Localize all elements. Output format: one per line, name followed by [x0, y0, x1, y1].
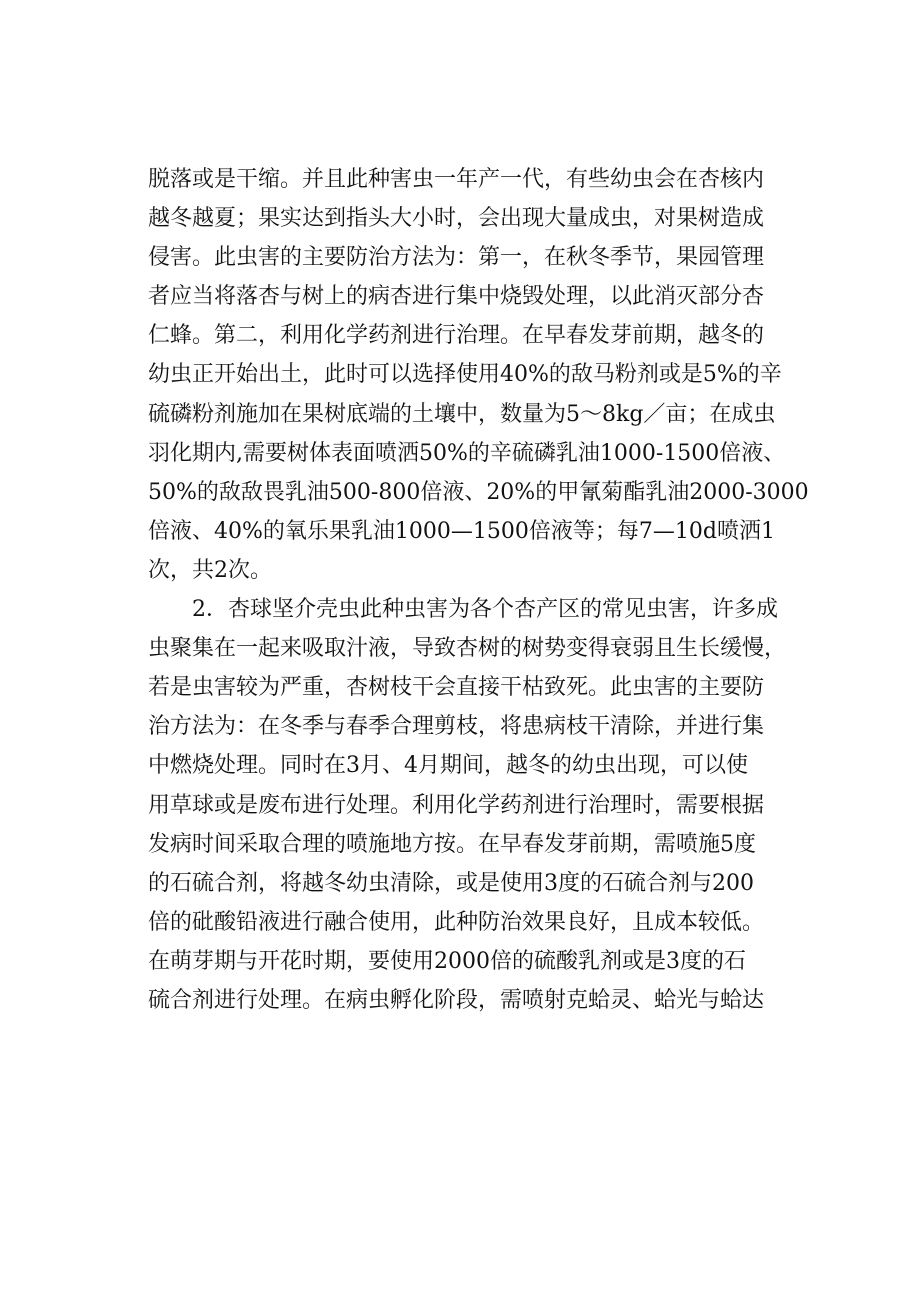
- paragraph-2: [148, 590, 808, 1020]
- text-line: 倍液、40%的氧乐果乳油1000—1500倍液等；每7—10d喷洒1: [148, 518, 775, 544]
- text-line: 若是虫害较为严重，杏树枝干会直接干枯致死。此虫害的主要防: [148, 675, 765, 701]
- text-line: 仁蜂。第二，利用化学药剂进行治理。在早春发芽前期，越冬的: [148, 323, 765, 349]
- text-line: 硫合剂进行处理。在病虫孵化阶段，需喷射克蛤灵、蛤光与蛤达: [148, 987, 765, 1013]
- text-line: 越冬越夏；果实达到指头大小时，会出现大量成虫，对果树造成: [148, 206, 765, 232]
- text-line: 侵害。此虫害的主要防治方法为：第一，在秋冬季节，果园管理: [148, 245, 765, 271]
- paragraph-1: [148, 160, 808, 590]
- text-line: 硫磷粉剂施加在果树底端的土壤中，数量为5～8kg／亩；在成虫: [148, 401, 776, 427]
- text-line: 次，共2次。: [148, 557, 272, 583]
- text-line: 发病时间采取合理的喷施地方按。在早春发芽前期，需喷施5度: [148, 831, 756, 857]
- body-text: [148, 160, 808, 1020]
- text-line: 在萌芽期与开花时期，要使用2000倍的硫酸乳剂或是3度的石: [148, 948, 746, 974]
- text-line: 羽化期内,需要树体表面喷洒50%的辛硫磷乳油1000-1500倍液、: [148, 440, 786, 466]
- text-line-first: 2．杏球坚介壳虫此种虫害为各个杏产区的常见虫害，许多成: [192, 597, 778, 623]
- text-line: 治方法为：在冬季与春季合理剪枝，将患病枝干清除，并进行集: [148, 714, 765, 740]
- text-line: 脱落或是干缩。并且此种害虫一年产一代，有些幼虫会在杏核内: [148, 167, 765, 192]
- text-line: 的石硫合剂，将越冬幼虫清除，或是使用3度的石硫合剂与200: [148, 870, 754, 896]
- text-line: 用草球或是废布进行处理。利用化学药剂进行治理时，需要根据: [148, 792, 765, 818]
- text-line: 中燃烧处理。同时在3月、4月期间，越冬的幼虫出现，可以使: [148, 753, 748, 779]
- text-line: 虫聚集在一起来吸取汁液，导致杏树的树势变得衰弱且生长缓慢，: [148, 636, 787, 662]
- text-line: 者应当将落杏与树上的病杏进行集中烧毁处理，以此消灭部分杏: [148, 284, 765, 310]
- text-line: 50%的敌敌畏乳油500-800倍液、20%的甲氰菊酯乳油2000-3000: [148, 479, 809, 505]
- text-line: 幼虫正开始出土，此时可以选择使用40%的敌马粉剂或是5%的辛: [148, 362, 782, 388]
- text-line: 倍的砒酸铅液进行融合使用，此种防治效果良好，且成本较低。: [148, 909, 765, 935]
